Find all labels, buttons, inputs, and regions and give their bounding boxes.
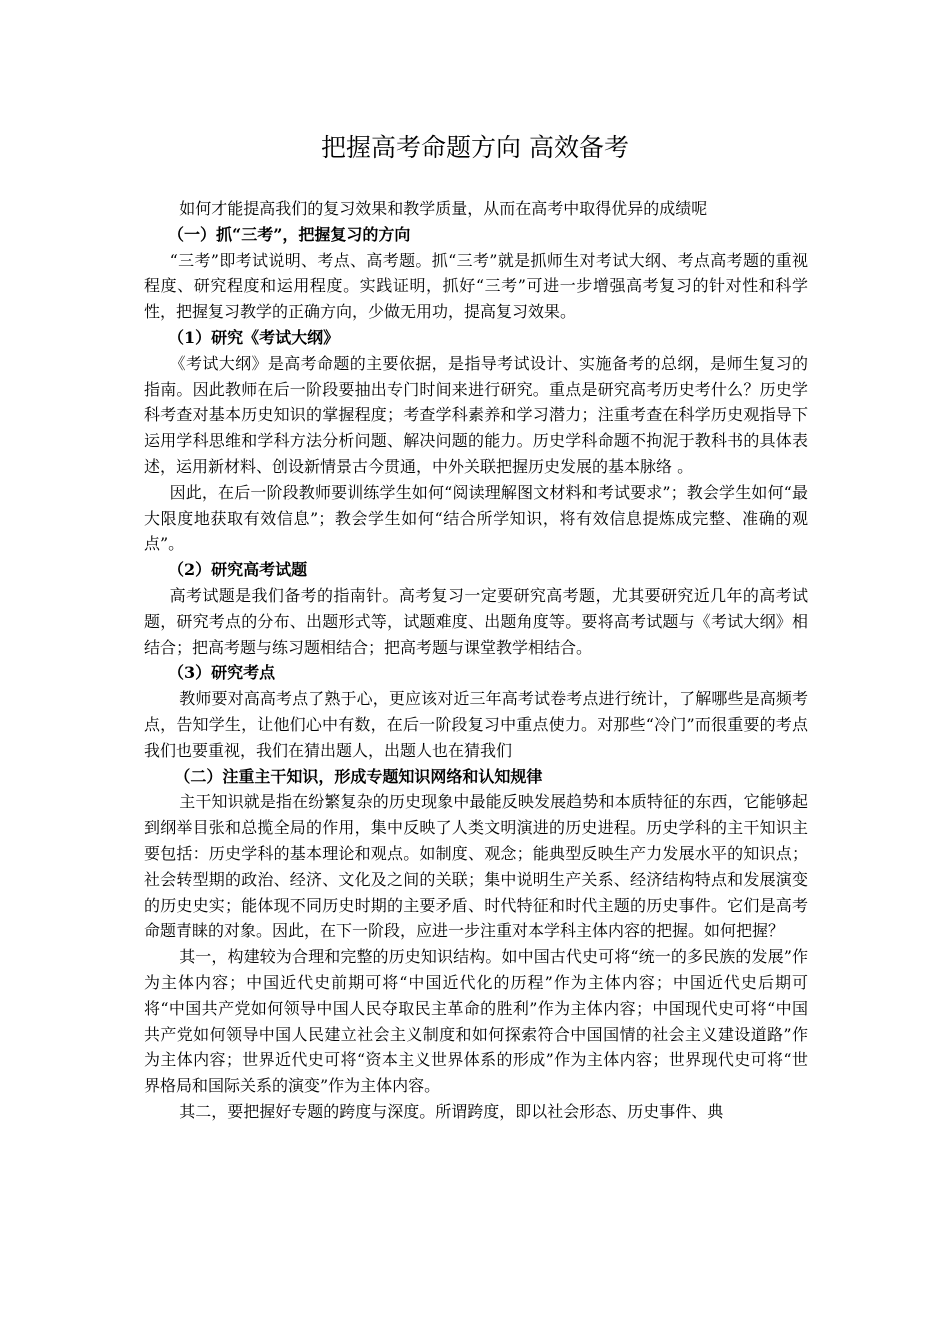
paragraph-core-knowledge: 主干知识就是指在纷繁复杂的历史现象中最能反映发展趋势和本质特征的东西，它能够起到纲举目张和总揽全局的作用，集中反映了人类文明演进的历史进程。历史学科的主干知识主要包括：历史学科的基本理论和观点。如制度、观念；能典型反映生产力发展水平的知识点；社会转型期的政治、经济、文化及之间的关联；集中说明生产关系、经济结构特点和发展演变的历史史实；能体现不同历史时期的主要矛盾、时代特征和时代主题的历史事件。它们是高考命题青睐的对象。因此，在下一阶段，应进一步注重对本学科主体内容的把握。如何把握？: [144, 792, 808, 941]
paragraph-first-point: 其一，构建较为合理和完整的历史知识结构。如中国古代史可将“统一的多民族的发展”作为主体内容；中国近代史前期可将“中国近代化的历程”作为主体内容；中国近代史后期可将“中国共产党如何领导中国人民夺取民主革命的胜利”作为主体内容；中国现代史可将“中国共产党如何领导中国人民建立社会主义制度和如何探索符合中国国情的社会主义建设道路”作为主体内容；世界近代史可将“资本主义世界体系的形成”作为主体内容；世界现代史可将“世界格局和国际关系的演变”作为主体内容。: [144, 947, 808, 1096]
paragraph-second-point: 其二，要把握好专题的跨度与深度。所谓跨度，即以社会形态、历史事件、典: [179, 1101, 724, 1121]
paragraph-exam-outline: 《考试大纲》是高考命题的主要依据，是指导考试设计、实施备考的总纲，是师生复习的指南。因此教师在后一阶段要抽出专门时间来进行研究。重点是研究高考历史考什么？历史学科考查对基本历史知识的掌握程度；考查学科素养和学习潜力；注重考查在科学历史观指导下运用学科思维和学科方法分析问题、解决问题的能力。历史学科命题不拘泥于教科书的具体表述，运用新材料、创设新情景古今贯通，中外关联把握历史发展的基本脉络 。: [144, 353, 808, 476]
paragraph-three-exams: “三考”即考试说明、考点、高考题。抓“三考”就是抓师生对考试大纲、考点高考题的重视程度、研究程度和运用程度。实践证明，抓好“三考”可进一步增强高考复习的针对性和科学性，把握复习教学的正确方向，少做无用功，提高复习效果。: [144, 250, 808, 322]
paragraph-training: 因此，在后一阶段教师要训练学生如何“阅读理解图文材料和考试要求”；教会学生如何“最大限度地获取有效信息”；教会学生如何“结合所学知识，将有效信息提炼成完整、准确的观点”。: [144, 482, 808, 554]
subheading-exam-outline: （1）研究《考试大纲》: [168, 327, 340, 347]
intro-paragraph: 如何才能提高我们的复习效果和教学质量，从而在高考中取得优异的成绩呢: [179, 199, 708, 218]
paragraph-exam-points: 教师要对高高考点了熟于心，更应该对近三年高考试卷考点进行统计，了解哪些是高频考点，告知学生，让他们心中有数，在后一阶段复习中重点使力。对那些“冷门”而很重要的考点我们也要重视，我们在猜出题人，出题人也在猜我们: [144, 689, 808, 760]
subheading-exam-points: （3）研究考点: [168, 663, 276, 683]
section-heading-2: （二）注重主干知识，形成专题知识网络和认知规律: [174, 766, 543, 786]
paragraph-exam-questions: 高考试题是我们备考的指南针。高考复习一定要研究高考题，尤其要研究近几年的高考试题，研究考点的分布、出题形式等，试题难度、出题角度等。要将高考试题与《考试大纲》相结合；把高考题与练习题相结合；把高考题与课堂教学相结合。: [144, 585, 808, 657]
section-heading-1: （一）抓“三考”，把握复习的方向: [168, 224, 411, 244]
document-body: [144, 196, 808, 1125]
subheading-exam-questions: （2）研究高考试题: [168, 560, 308, 580]
document-title: 把握高考命题方向 高效备考: [321, 133, 629, 162]
